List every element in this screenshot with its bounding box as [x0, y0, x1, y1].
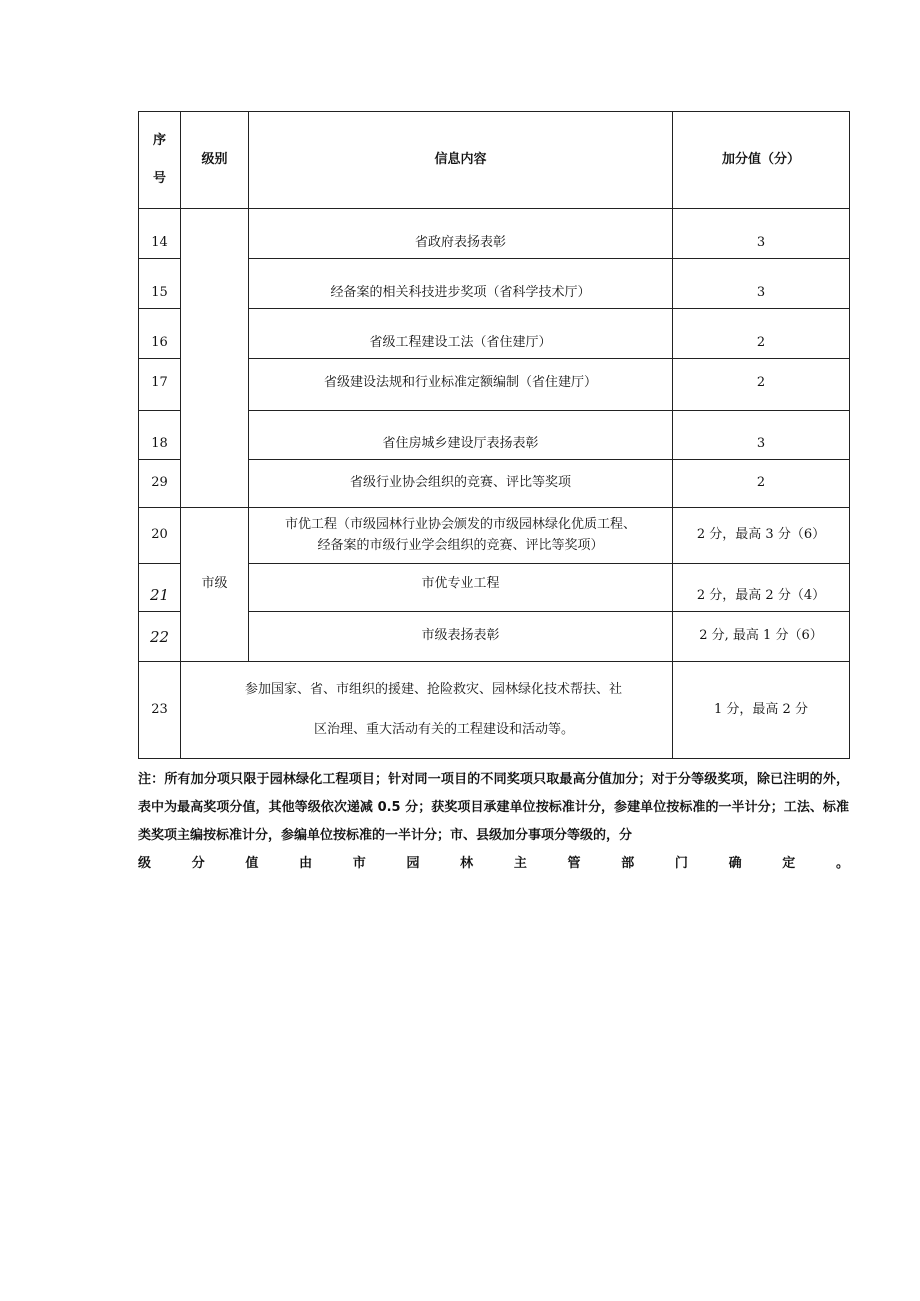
- header-level: 级别: [181, 112, 249, 209]
- table-row: [139, 508, 850, 564]
- row-score: 2: [673, 359, 850, 411]
- footnote-char: 主: [513, 856, 527, 871]
- row-number: 23: [139, 662, 181, 759]
- row-number: 22: [139, 612, 181, 662]
- level-cell-empty: [181, 209, 249, 508]
- row-content: [249, 508, 673, 564]
- header-content: 信息内容: [249, 112, 673, 209]
- footnote-char: 。: [835, 856, 849, 871]
- footnote-char: 分: [191, 856, 205, 871]
- score-table: [138, 111, 850, 759]
- row-number: 15: [139, 259, 181, 309]
- row-score: 2: [673, 309, 850, 359]
- row-content-line: 市优工程（市级园林行业协会颁发的市级园林绿化优质工程、: [284, 516, 636, 532]
- footnote-char: 管: [567, 856, 581, 871]
- row-content: 省级行业协会组织的竞赛、评比等奖项: [249, 460, 673, 508]
- row-score: 3: [673, 259, 850, 309]
- row-content: 省级工程建设工法（省住建厅）: [249, 309, 673, 359]
- header-score: 加分值（分）: [673, 112, 850, 209]
- row-score: 1 分，最高 2 分: [673, 662, 850, 759]
- row-content: 省政府表扬表彰: [249, 209, 673, 259]
- footnote-char: 确: [728, 856, 742, 871]
- row-number: 14: [139, 209, 181, 259]
- row-score: 2 分，最高 2 分（4）: [673, 564, 850, 612]
- row-number: 18: [139, 411, 181, 460]
- row-number: 17: [139, 359, 181, 411]
- row-score: 3: [673, 209, 850, 259]
- table-row: [139, 209, 850, 259]
- row-score: 3: [673, 411, 850, 460]
- footnote-char: 门: [674, 856, 688, 871]
- row-score: 2 分，最高 3 分（6）: [673, 508, 850, 564]
- footnote-last-line: [138, 850, 849, 878]
- row-number: 16: [139, 309, 181, 359]
- footnote-char: 市: [352, 856, 366, 871]
- row-score: 2 分, 最高 1 分（6）: [673, 612, 850, 662]
- footnote-char: 定: [782, 856, 796, 871]
- row-content: 市级表扬表彰: [249, 612, 673, 662]
- row-score: 2: [673, 460, 850, 508]
- footnote: 注：所有加分项只限于园林绿化工程项目；针对同一项目的不同奖项只取最高分值加分；对于分等级奖项，除已注明的外，表中为最高奖项分值，其他等级依次递减 0.5 分；获奖项目承建单位按标准计分，参建单位按标准的一半计分；工法、标准类奖项主编按标准计分，参编单位按标准的一半计分；市、县级加分事项分等级的，分: [138, 772, 849, 843]
- row-content-line: 参加国家、省、市组织的援建、抢险救灾、园林绿化技术帮扶、社: [245, 682, 623, 697]
- footnote-char: 值: [245, 856, 259, 871]
- row-content-line: 区治理、重大活动有关的工程建设和活动等。: [314, 722, 575, 737]
- footnote-char: 级: [138, 856, 152, 871]
- footnote-char: 园: [406, 856, 420, 871]
- footnote-char: 由: [299, 856, 313, 871]
- row-number: 29: [139, 460, 181, 508]
- row-content-line: 经备案的市级行业学会组织的竞赛、评比等奖项）: [317, 537, 604, 553]
- row-content: 省级建设法规和行业标准定额编制（省住建厅）: [249, 359, 673, 411]
- row-content: [181, 662, 673, 759]
- header-seq: [139, 112, 181, 209]
- header-seq-bottom: 号: [152, 171, 166, 186]
- row-content: 经备案的相关科技进步奖项（省科学技术厅）: [249, 259, 673, 309]
- row-content: 市优专业工程: [249, 564, 673, 612]
- footnote-char: 林: [460, 856, 474, 871]
- table-row: [139, 662, 850, 759]
- row-number: 21: [139, 564, 181, 612]
- header-seq-top: 序: [152, 133, 166, 149]
- footnote-char: 部: [621, 856, 635, 871]
- row-number: 20: [139, 508, 181, 564]
- row-content: 省住房城乡建设厅表扬表彰: [249, 411, 673, 460]
- level-cell-city: 市级: [181, 508, 249, 662]
